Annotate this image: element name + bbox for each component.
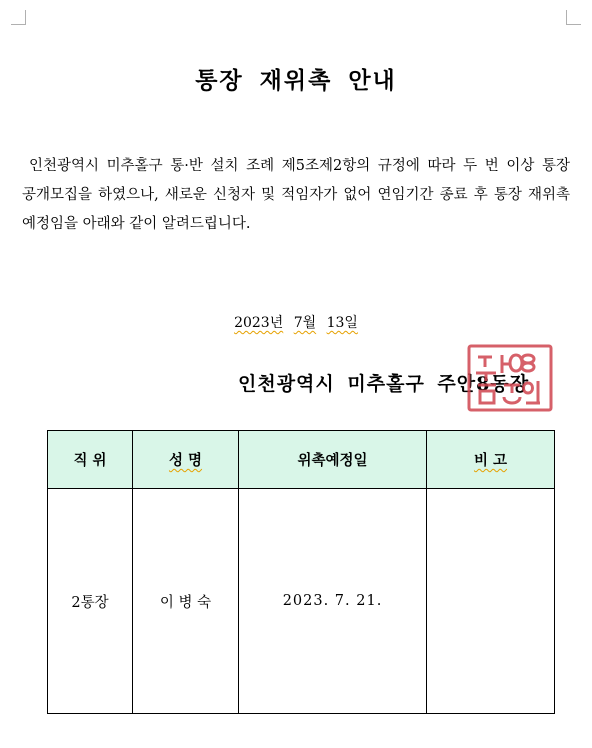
date-year: 2023년 bbox=[234, 315, 284, 331]
cell-appointment-date: 2023. 7. 21. bbox=[239, 489, 427, 714]
page-corner-mark-top-left bbox=[11, 10, 26, 25]
cell-remarks bbox=[427, 489, 555, 714]
date-day: 13일 bbox=[326, 315, 358, 331]
official-seal-icon bbox=[466, 343, 554, 413]
header-remarks: 비 고 bbox=[427, 431, 555, 489]
date-month: 7월 bbox=[293, 315, 317, 331]
cell-position: 2통장 bbox=[48, 489, 133, 714]
signer-name: 인천광역시 미추홀구 주안8동장 bbox=[238, 373, 530, 395]
page-corner-mark-top-right bbox=[566, 10, 581, 25]
header-appointment-date: 위촉예정일 bbox=[239, 431, 427, 489]
document-title: 통장 재위촉 안내 bbox=[195, 67, 397, 94]
table-row bbox=[48, 489, 555, 714]
header-name: 성 명 bbox=[133, 431, 239, 489]
document-date bbox=[0, 312, 592, 332]
appointment-table bbox=[47, 430, 555, 714]
cell-name: 이 병 숙 bbox=[133, 489, 239, 714]
header-position: 직 위 bbox=[48, 431, 133, 489]
notice-paragraph: 인천광역시 미추홀구 통·반 설치 조례 제5조제2항의 규정에 따라 두 번 이상 통장 공개모집을 하였으나, 새로운 신청자 및 적임자가 없어 연임기간 종료 후 통장 재위촉 예정임을 아래와 같이 알려드립니다. bbox=[22, 157, 570, 232]
table-header-row bbox=[48, 431, 555, 489]
